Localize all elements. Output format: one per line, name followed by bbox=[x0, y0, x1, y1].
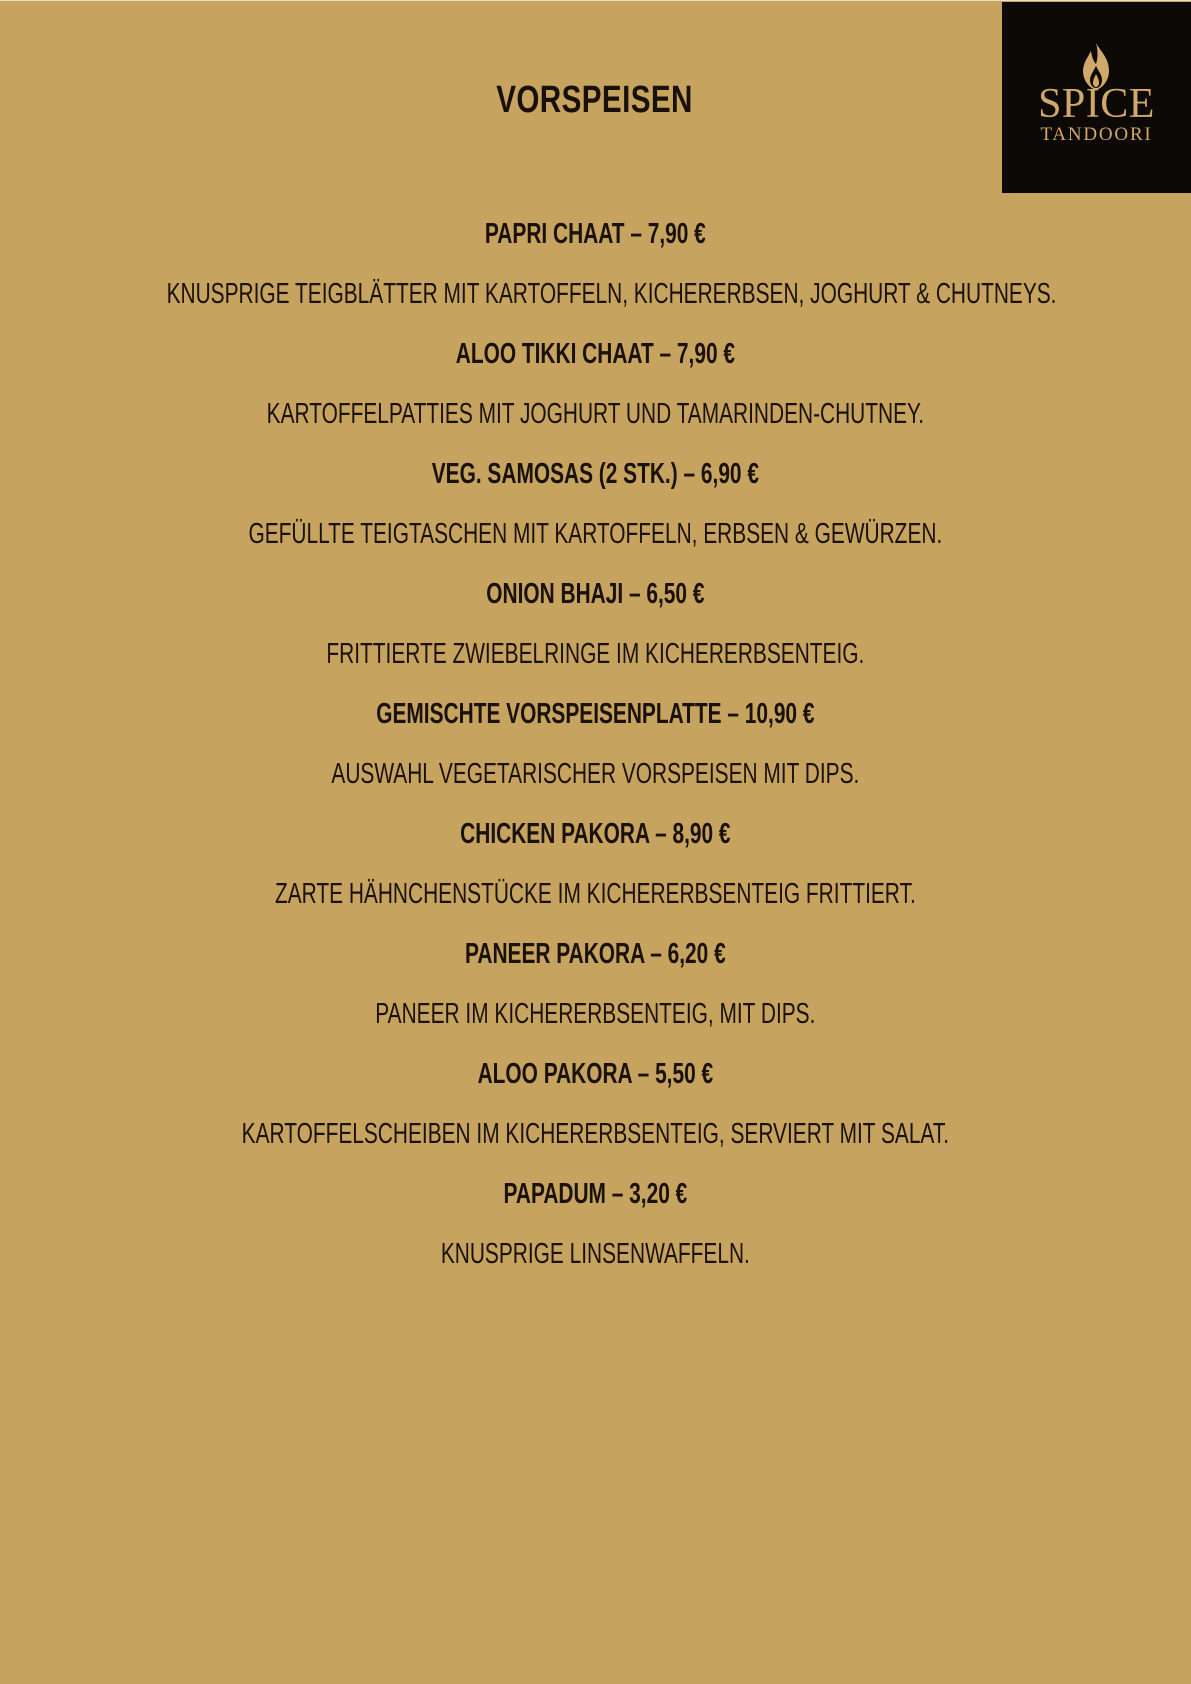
dish-description: KNUSPRIGE LINSENWAFFELN. bbox=[440, 1238, 750, 1270]
dish-name: PANEER PAKORA – 6,20 € bbox=[465, 938, 726, 970]
dish-description: PANEER IM KICHERERBSENTEIG, MIT DIPS. bbox=[375, 998, 816, 1030]
menu-item bbox=[0, 331, 1191, 451]
dish-description: KARTOFFELSCHEIBEN IM KICHERERBSENTEIG, SERVIERT MIT SALAT. bbox=[241, 1118, 950, 1150]
logo-subtitle: TANDOORI bbox=[1040, 124, 1153, 145]
dish-description: GEFÜLLTE TEIGTASCHEN MIT KARTOFFELN, ERBSEN & GEWÜRZEN. bbox=[248, 518, 943, 550]
menu-item bbox=[0, 1171, 1191, 1291]
menu-item bbox=[0, 931, 1191, 1051]
dish-name: ALOO TIKKI CHAAT – 7,90 € bbox=[455, 338, 735, 370]
dish-name: ALOO PAKORA – 5,50 € bbox=[477, 1058, 714, 1090]
menu-item bbox=[0, 691, 1191, 811]
menu-item bbox=[0, 1051, 1191, 1171]
dish-name: PAPADUM – 3,20 € bbox=[503, 1178, 688, 1210]
dish-description: KNUSPRIGE TEIGBLÄTTER MIT KARTOFFELN, KICHERERBSEN, JOGHURT & CHUTNEYS. bbox=[166, 278, 1057, 310]
page-title: VORSPEISEN bbox=[496, 79, 693, 121]
menu-item bbox=[0, 211, 1191, 331]
menu-list bbox=[0, 211, 1191, 1291]
dish-name: PAPRI CHAAT – 7,90 € bbox=[484, 218, 706, 250]
dish-description: ZARTE HÄHNCHENSTÜCKE IM KICHERERBSENTEIG FRITTIERT. bbox=[274, 878, 916, 910]
menu-item bbox=[0, 451, 1191, 571]
menu-item bbox=[0, 571, 1191, 691]
dish-name: CHICKEN PAKORA – 8,90 € bbox=[460, 818, 731, 850]
menu-item bbox=[0, 811, 1191, 931]
dish-name: GEMISCHTE VORSPEISENPLATTE – 10,90 € bbox=[376, 698, 815, 730]
dish-description: AUSWAHL VEGETARISCHER VORSPEISEN MIT DIPS. bbox=[331, 758, 860, 790]
dish-name: ONION BHAJI – 6,50 € bbox=[486, 578, 705, 610]
dish-description: FRITTIERTE ZWIEBELRINGE IM KICHERERBSENTEIG. bbox=[326, 638, 865, 670]
dish-description: KARTOFFELPATTIES MIT JOGHURT UND TAMARINDEN-CHUTNEY. bbox=[266, 398, 925, 430]
dish-name: VEG. SAMOSAS (2 STK.) – 6,90 € bbox=[431, 458, 759, 490]
logo-name: SPICE bbox=[1038, 81, 1155, 127]
